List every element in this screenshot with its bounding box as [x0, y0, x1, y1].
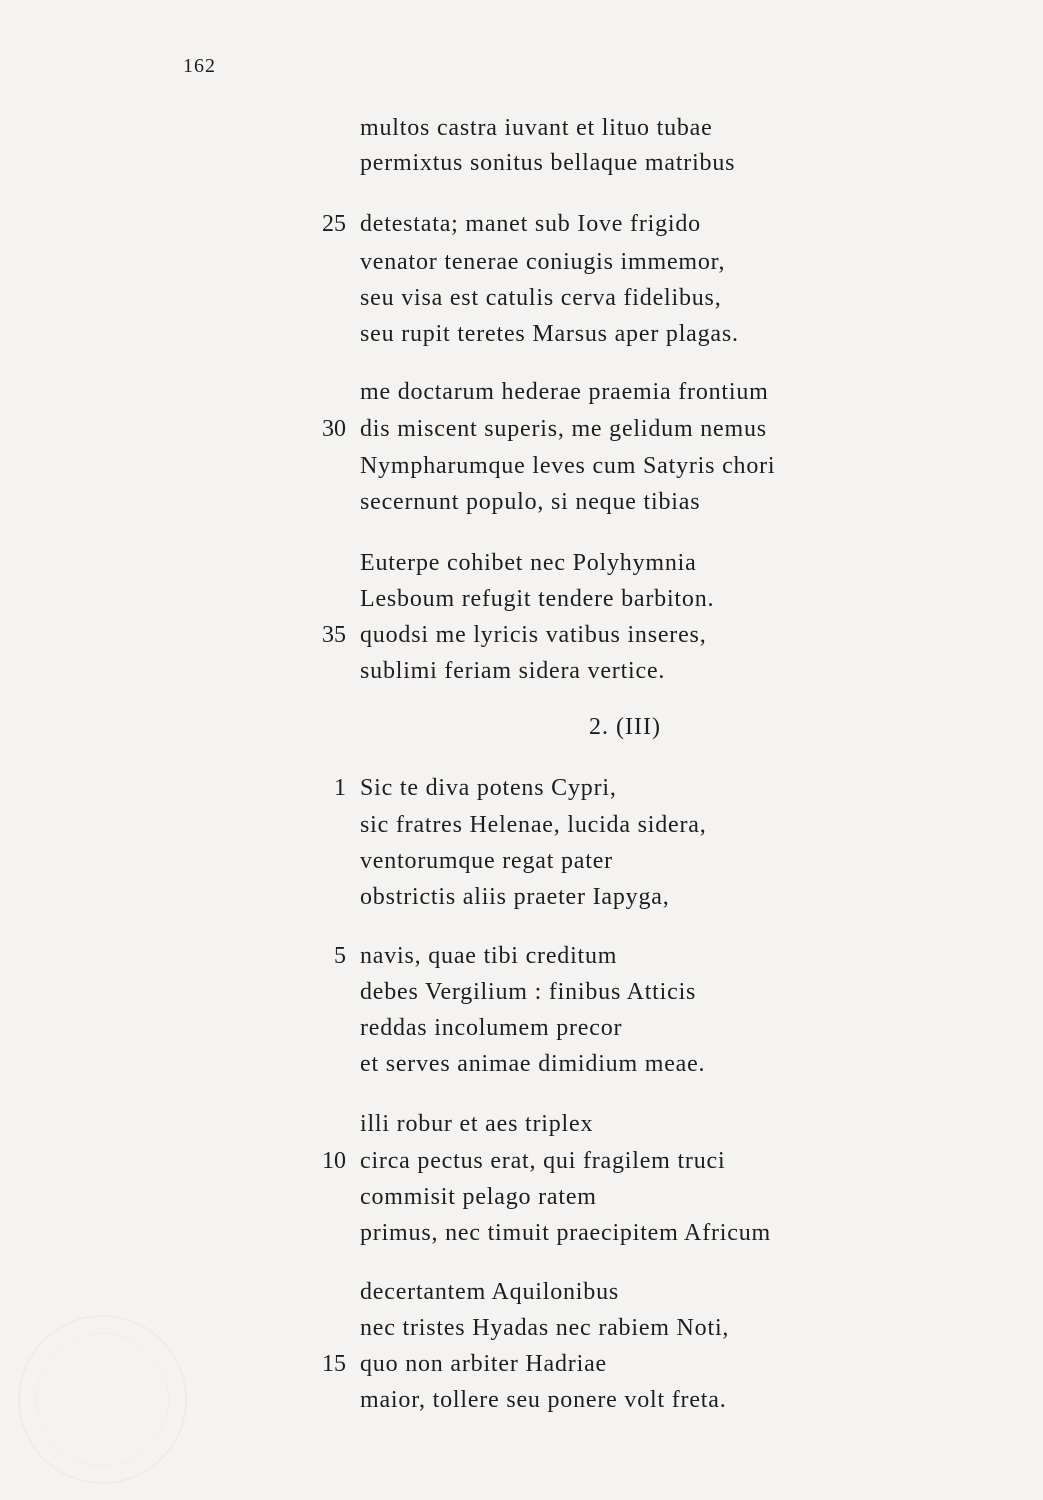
- verse-line: maior, tollere seu ponere volt freta.: [360, 1387, 727, 1413]
- verse-line: illi robur et aes triplex: [360, 1111, 594, 1137]
- verse-line: primus, nec timuit praecipitem Africum: [360, 1220, 771, 1246]
- verse-line: venator tenerae coniugis immemor,: [360, 249, 726, 275]
- verse-line: commisit pelago ratem: [360, 1184, 597, 1210]
- line-number: 15: [322, 1351, 346, 1377]
- verse-line: sic fratres Helenae, lucida sidera,: [360, 812, 707, 838]
- verse-line: sublimi feriam sidera vertice.: [360, 658, 666, 684]
- verse-line: Nympharumque leves cum Satyris chori: [360, 453, 776, 479]
- verse-line: navis, quae tibi creditum: [360, 943, 618, 969]
- line-number: 25: [322, 211, 346, 237]
- verse-line: secernunt populo, si neque tibias: [360, 489, 701, 515]
- verse-line: permixtus sonitus bellaque matribus: [360, 150, 736, 176]
- verse-line: circa pectus erat, qui fragilem truci: [360, 1148, 726, 1174]
- section-heading: 2. (III): [589, 714, 661, 740]
- verse-line: multos castra iuvant et lituo tubae: [360, 115, 713, 141]
- verse-line: Sic te diva potens Cypri,: [360, 775, 617, 801]
- verse-line: quodsi me lyricis vatibus inseres,: [360, 622, 707, 648]
- verse-line: Lesboum refugit tendere barbiton.: [360, 586, 715, 612]
- verse-line: et serves animae dimidium meae.: [360, 1051, 706, 1077]
- verse-line: me doctarum hederae praemia frontium: [360, 379, 769, 405]
- verse-line: detestata; manet sub Iove frigido: [360, 211, 701, 237]
- verse-line: obstrictis aliis praeter Iapyga,: [360, 884, 670, 910]
- verse-line: ventorumque regat pater: [360, 848, 613, 874]
- verse-line: nec tristes Hyadas nec rabiem Noti,: [360, 1315, 730, 1341]
- verse-line: debes Vergilium : finibus Atticis: [360, 979, 697, 1005]
- verse-line: reddas incolumem precor: [360, 1015, 623, 1041]
- line-number: 10: [322, 1148, 346, 1174]
- library-stamp: [18, 1315, 187, 1484]
- verse-line: dis miscent superis, me gelidum nemus: [360, 416, 767, 442]
- line-number: 35: [322, 622, 346, 648]
- line-number: 1: [334, 775, 346, 801]
- verse-line: Euterpe cohibet nec Polyhymnia: [360, 550, 697, 576]
- verse-line: decertantem Aquilonibus: [360, 1279, 620, 1305]
- line-number: 30: [322, 416, 346, 442]
- verse-line: quo non arbiter Hadriae: [360, 1351, 607, 1377]
- line-number: 5: [334, 943, 346, 969]
- verse-line: seu rupit teretes Marsus aper plagas.: [360, 321, 739, 347]
- verse-line: seu visa est catulis cerva fidelibus,: [360, 285, 722, 311]
- page-number: 162: [183, 55, 216, 77]
